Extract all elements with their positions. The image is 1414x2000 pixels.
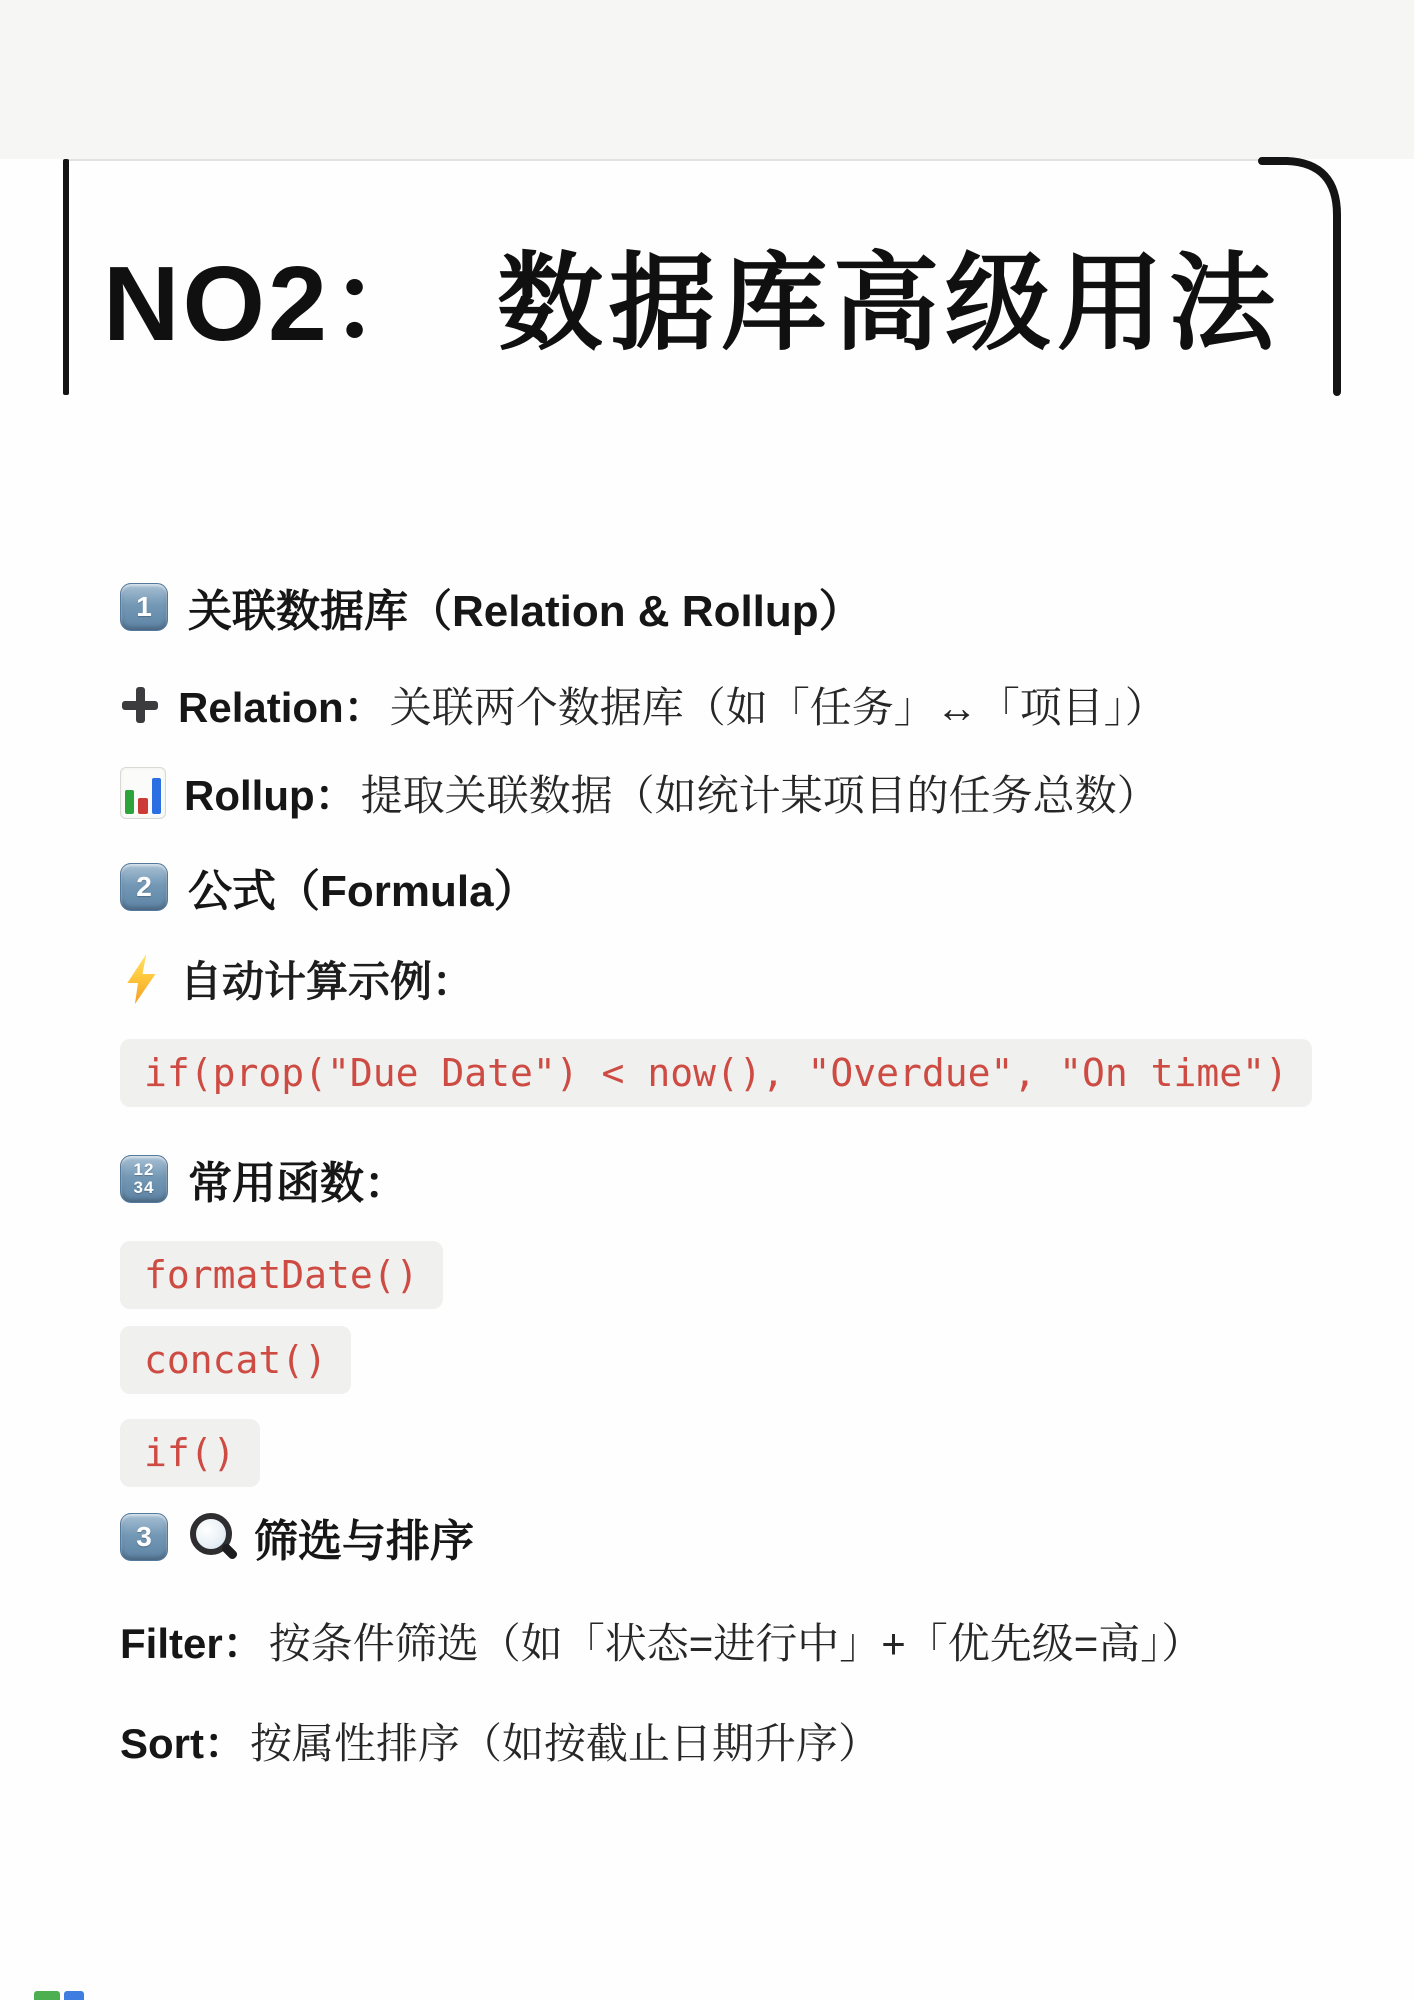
filter-description: 按条件筛选（如「状态=进行中」+「优先级=高」）: [268, 1620, 1204, 1667]
top-band: [0, 0, 1414, 159]
magnifier-icon: [188, 1511, 238, 1563]
filter-row: [120, 1612, 1203, 1670]
concat-code: concat(): [120, 1326, 351, 1394]
formula-code-row: [120, 1038, 1312, 1108]
autocalc-row: [120, 950, 474, 1008]
input-numbers-icon: [120, 1155, 168, 1203]
title-number: NO2：: [103, 245, 439, 363]
rollup-row: [120, 764, 1159, 822]
keycap-3-icon: [120, 1513, 168, 1561]
section-2-title: 公式（Formula）: [188, 867, 538, 916]
formula-code: if(prop("Due Date") < now(), "Overdue", "On time"): [120, 1039, 1312, 1107]
keycap-3-digit: 3: [136, 1521, 152, 1552]
keycap-2-digit: 2: [136, 871, 152, 902]
functions-row: [120, 1150, 408, 1208]
autocalc-label: 自动计算示例：: [180, 958, 475, 1005]
rollup-label: Rollup：: [184, 772, 357, 819]
section-2-heading: [120, 858, 538, 916]
functions-label: 常用函数：: [188, 1159, 408, 1208]
cropped-emoji-fragment: [34, 1991, 86, 2000]
bar-chart-icon: [120, 767, 166, 819]
fn-formatdate-row: [120, 1241, 443, 1309]
formatdate-code: formatDate(): [120, 1241, 443, 1309]
fn-concat-row: [120, 1326, 351, 1394]
relation-label: Relation：: [178, 684, 386, 731]
keycap-1-digit: 1: [136, 591, 152, 622]
keycap-1234-top: 12: [133, 1160, 155, 1179]
plus-icon: [122, 687, 158, 723]
keycap-1-icon: [120, 583, 168, 631]
lightning-icon: [122, 954, 160, 1004]
relation-row: [120, 676, 1167, 734]
frame-top-line: [66, 159, 1296, 161]
section-3-heading: [120, 1508, 474, 1566]
section-1-title: 关联数据库（Relation & Rollup）: [188, 587, 863, 636]
section-1-heading: [120, 578, 863, 636]
sort-label: Sort：: [120, 1720, 247, 1767]
keycap-1234-bottom: 34: [133, 1178, 155, 1197]
frame-left-bar: [63, 159, 69, 395]
relation-description: 关联两个数据库（如「任务」↔「项目」）: [389, 684, 1167, 731]
sort-description: 按属性排序（如按截止日期升序）: [250, 1720, 881, 1767]
title-text: 数据库高级用法: [496, 245, 1281, 363]
page-title: [103, 238, 1281, 371]
if-code: if(): [120, 1419, 260, 1487]
keycap-2-icon: [120, 863, 168, 911]
rollup-description: 提取关联数据（如统计某项目的任务总数）: [360, 772, 1159, 819]
sort-row: [120, 1712, 880, 1770]
filter-label: Filter：: [120, 1620, 265, 1667]
fn-if-row: [120, 1419, 260, 1487]
section-3-title: 筛选与排序: [254, 1517, 474, 1566]
